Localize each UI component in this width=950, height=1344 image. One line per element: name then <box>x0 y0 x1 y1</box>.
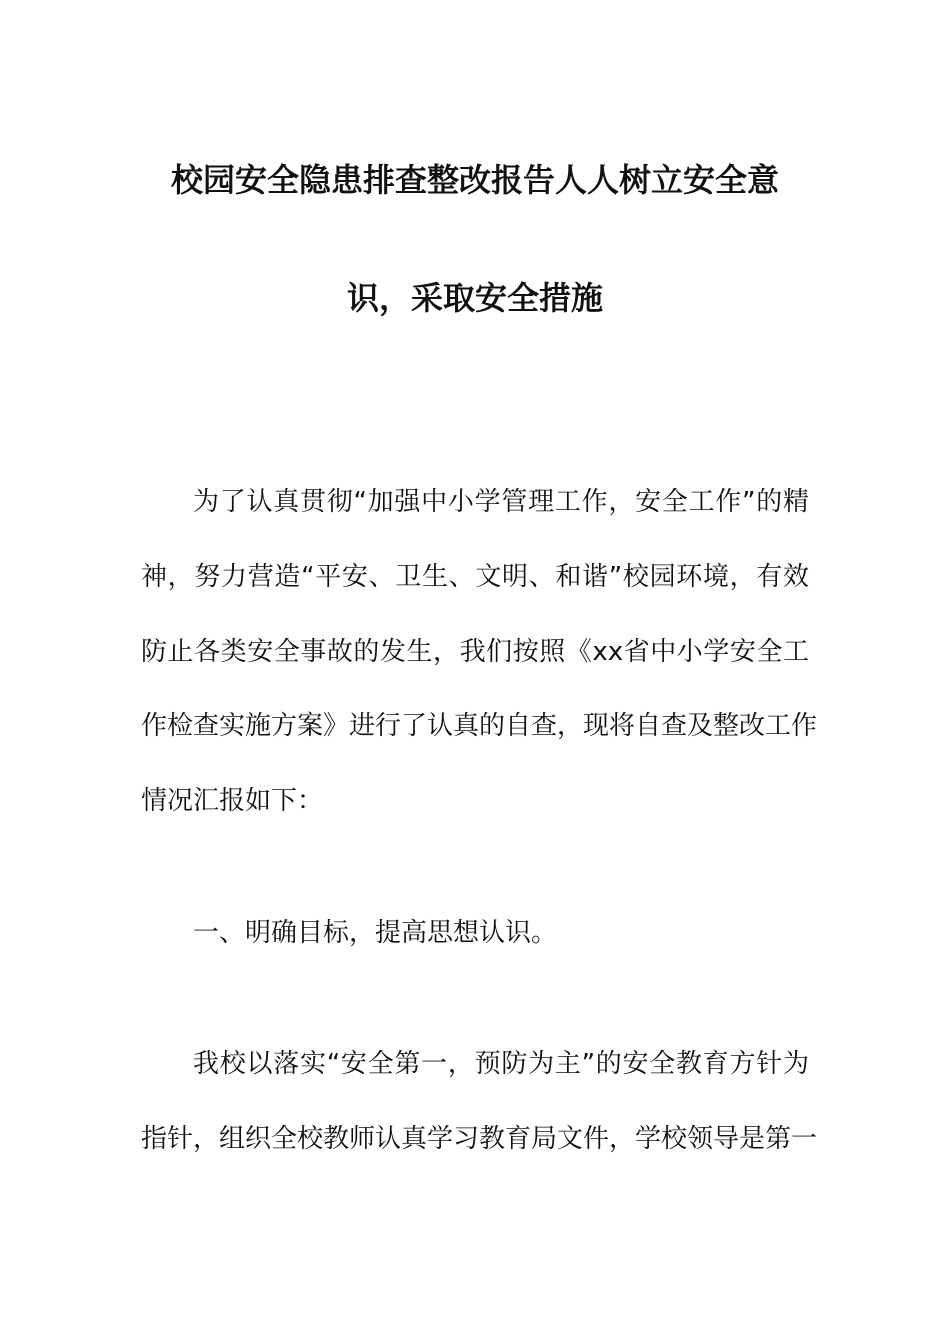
document-title-line-2: 识，采取安全措施 <box>346 279 603 317</box>
section-heading: 一、明确目标，提高思想认识。 <box>193 918 558 948</box>
paragraph-line: 为了认真贯彻“加强中小学管理工作，安全工作”的精 <box>193 487 809 517</box>
paragraph-line: 作检查实施方案》进行了认真的自查，现将自查及整改工作 <box>141 711 818 741</box>
paragraph-line: 指针，组织全校教师认真学习教育局文件，学校领导是第一 <box>141 1124 818 1154</box>
document-title-line-1: 校园安全隐患排查整改报告人人树立安全意 <box>170 161 779 199</box>
paragraph-line: 防止各类安全事故的发生，我们按照《xx省中小学安全工 <box>141 637 809 667</box>
paragraph-line: 情况汇报如下： <box>141 786 324 816</box>
paragraph-line: 神，努力营造“平安、卫生、文明、和谐”校园环境，有效 <box>141 562 809 592</box>
paragraph-line: 我校以落实“安全第一，预防为主”的安全教育方针为 <box>193 1049 809 1079</box>
